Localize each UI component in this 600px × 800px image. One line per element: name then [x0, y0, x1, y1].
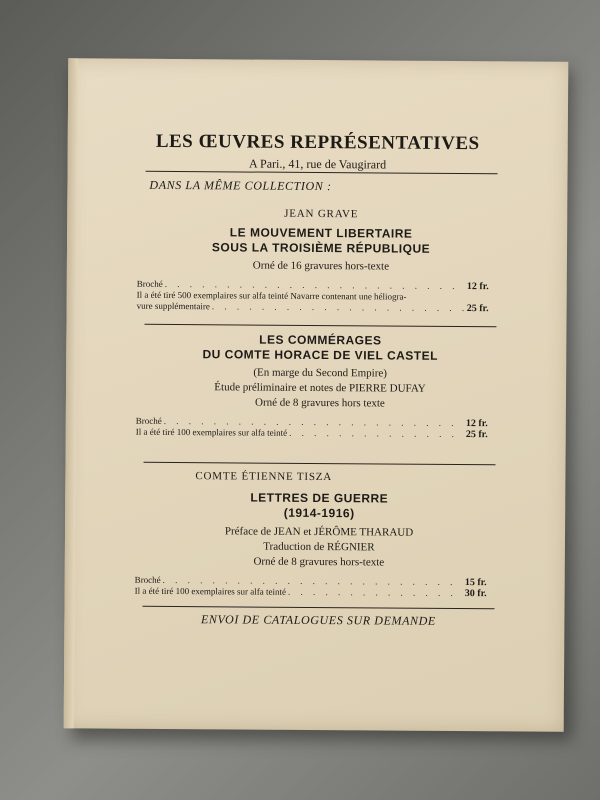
book-title-line1: LETTRES DE GUERRE — [250, 490, 389, 506]
book-note: Préface de JEAN et JÉRÔME THARAUD — [224, 525, 414, 539]
price-amount: 15 fr. — [464, 577, 487, 589]
price-amount: 12 fr. — [465, 418, 488, 430]
price-amount: 25 fr. — [466, 303, 489, 315]
divider — [143, 606, 495, 609]
cover-header — [68, 130, 568, 173]
book-entry-1 — [136, 207, 498, 315]
book-title-line2: DU COMTE HORACE DE VIEL CASTEL — [202, 347, 439, 363]
series-title: LES ŒUVRES REPRÉSENTATIVES — [155, 130, 480, 155]
price-amount: 25 fr. — [465, 429, 488, 441]
price-label-long: Il a été tiré 500 exemplaires sur alfa teinté Navarre contenant une héliogra- — [136, 289, 407, 302]
divider — [144, 324, 496, 327]
price-label: vure supplémentaire — [136, 300, 210, 312]
book-note: Orné de 8 gravures hors-texte — [253, 555, 385, 569]
book-note: Étude préliminaire et notes de PIERRE DUFAY — [214, 381, 426, 395]
book-entry-3 — [134, 470, 496, 600]
book-title-line1: LE MOUVEMENT LIBERTAIRE — [229, 225, 413, 241]
divider — [144, 462, 496, 465]
price-amount: 30 fr. — [464, 588, 487, 600]
price-line — [136, 427, 488, 440]
book-title-line2: SOUS LA TROISIÈME RÉPUBLIQUE — [211, 240, 431, 256]
footer-note: ENVOI DE CATALOGUES SUR DEMANDE — [200, 612, 436, 628]
price-label: Broché — [136, 278, 163, 289]
book-title-line1: LES COMMÉRAGES — [259, 332, 382, 348]
book-entry-2 — [135, 332, 497, 441]
price-amount: 12 fr. — [466, 281, 489, 293]
book-title-line2: (1914-1916) — [283, 505, 355, 521]
book-author: JEAN GRAVE — [284, 207, 359, 221]
price-label: Il a été tiré 100 exemplaires sur alfa teinté — [135, 426, 288, 438]
price-line — [135, 586, 487, 599]
publisher-address: A Pari., 41, rue de Vaugirard — [249, 156, 387, 172]
book-note: Orné de 16 gravures hors-texte — [252, 259, 390, 273]
price-label: Broché — [134, 574, 161, 585]
book-author: COMTE ÉTIENNE TISZA — [195, 470, 333, 484]
book-back-cover — [64, 58, 569, 731]
book-note: Traduction de RÉGNIER — [263, 540, 375, 554]
price-label: Broché — [135, 415, 162, 426]
book-note: (En marge du Second Empire) — [253, 366, 387, 380]
book-note: Orné de 8 gravures hors texte — [254, 396, 385, 410]
collection-label: DANS LA MÊME COLLECTION : — [149, 177, 332, 194]
price-label: Il a été tiré 100 exemplaires sur alfa teinté — [134, 585, 287, 597]
price-line — [137, 301, 489, 314]
